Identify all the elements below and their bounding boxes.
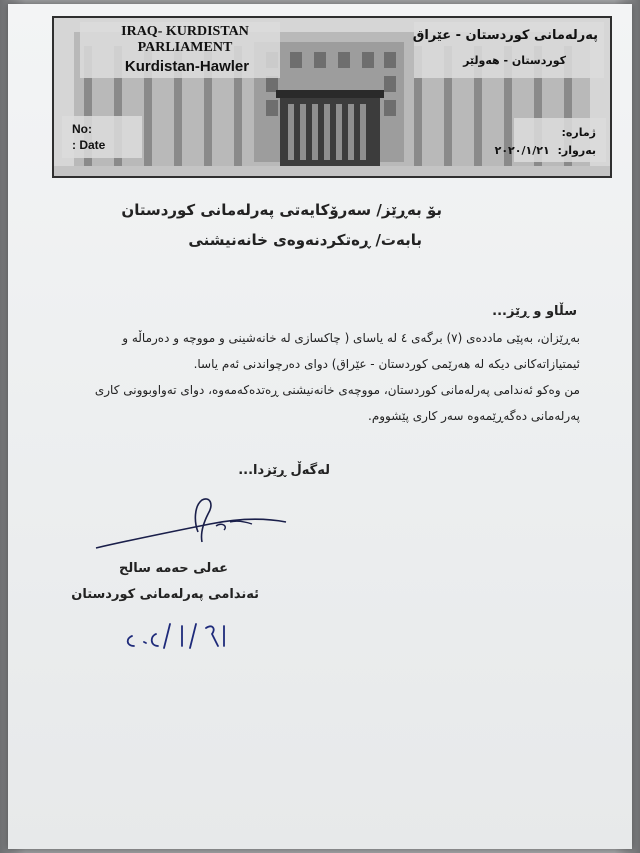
- letter-subject: بابەت/ ڕەتکردنەوەی خانەنیشنی: [188, 231, 422, 249]
- signer-name: عەلی حەمە سالح: [119, 561, 228, 576]
- letterhead-english-city: Kurdistan-Hawler: [124, 58, 250, 75]
- letterhead: [52, 16, 612, 178]
- letter-body-line: من وەکو ئەندامی پەرلەمانی کوردستان، مووچەی خانەنیشنی ڕەتدەکەمەوە، دوای تەواوبوونی کاری: [94, 383, 580, 397]
- letter-body-line: ئیمتیازاتەکانی دیکە لە هەرێمی کوردستان - عێراق) دوای دەرچواندنی ئەم یاسا.: [193, 357, 580, 371]
- letterhead-no-label: No:: [72, 122, 92, 136]
- letter-greeting: سڵاو و ڕێز...: [492, 304, 577, 319]
- letter-body-line: پەرلەمانی دەگەڕێمەوە سەر کاری پێشووم.: [368, 409, 580, 423]
- letterhead-kurdish-date-value: ٢٠٢٠/١/٢١: [494, 144, 550, 157]
- signer-title: ئەندامی پەرلەمانی کوردستان: [71, 587, 259, 602]
- handwritten-signature: [90, 492, 290, 562]
- handwritten-date: [120, 616, 270, 652]
- letter-sheet: [8, 4, 632, 849]
- letterhead-kurdish-city: کوردستان - هەولێر: [463, 54, 566, 67]
- letterhead-date-label: : Date: [72, 138, 106, 152]
- letterhead-kurdish-date-label: بەروار:: [557, 144, 596, 157]
- letterhead-kurdish-date: [495, 144, 596, 157]
- letterhead-kurdish-title: پەرلەمانی کوردستان - عێراق: [412, 28, 598, 43]
- letter-closing: لەگەڵ ڕێزدا...: [238, 463, 330, 478]
- letter-body-line: بەڕێزان، بەپێی ماددەی (٧) برگەی ٤ لە یاسای ( چاکسازی لە خانەشینی و مووچە و دەرماڵە و: [122, 331, 580, 345]
- letter-recipient: بۆ بەڕێز/ سەرۆکایەتی پەرلەمانی کوردستان: [121, 201, 442, 219]
- letterhead-kurdish-no-label: ژمارە:: [561, 126, 596, 139]
- letterhead-english-title: IRAQ- KURDISTAN PARLIAMENT: [121, 24, 249, 55]
